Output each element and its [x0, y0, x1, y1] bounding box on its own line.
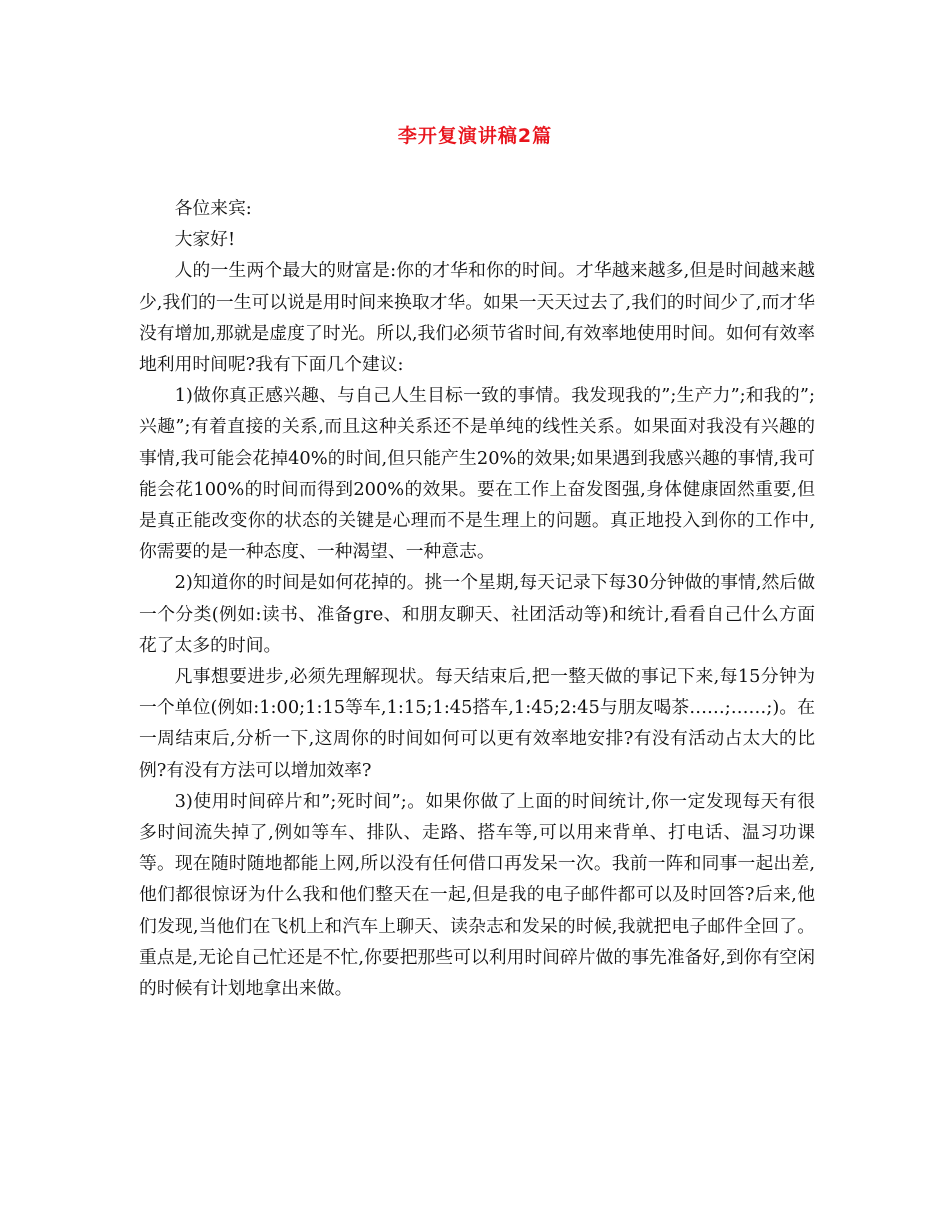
- paragraph-suggestion-1: 1)做你真正感兴趣、与自己人生目标一致的事情。我发现我的”;生产力”;和我的”;兴趣”;有着直接的关系,而且这种关系还不是单纯的线性关系。如果面对我没有兴趣的事情,我可能会花掉40%的时间,但只能产生20%的效果;如果遇到我感兴趣的事情,我可能会花100%的时间而得到200%的效果。要在工作上奋发图强,身体健康固然重要,但是真正能改变你的状态的关键是心理而不是生理上的问题。真正地投入到你的工作中,你需要的是一种态度、一种渴望、一种意志。: [139, 385, 815, 563]
- paragraph-intro: 人的一生两个最大的财富是:你的才华和你的时间。才华越来越多,但是时间越来越少,我们的一生可以说是用时间来换取才华。如果一天天过去了,我们的时间少了,而才华没有增加,那就是虚度了时光。所以,我们必须节省时间,有效率地使用时间。如何有效率地利用时间呢?我有下面几个建议:: [139, 260, 815, 376]
- document-body: [139, 193, 815, 1004]
- paragraph-suggestion-3: 3)使用时间碎片和”;死时间”;。如果你做了上面的时间统计,你一定发现每天有很多时间流失掉了,例如等车、排队、走路、搭车等,可以用来背单、打电话、温习功课等。现在随时随地都能上网,所以没有任何借口再发呆一次。我前一阵和同事一起出差,他们都很惊讶为什么我和他们整天在一起,但是我的电子邮件都可以及时回答?后来,他们发现,当他们在飞机上和汽车上聊天、读杂志和发呆的时候,我就把电子邮件全回了。重点是,无论自己忙还是不忙,你要把那些可以利用时间碎片做的事先准备好,到你有空闲的时候有计划地拿出来做。: [139, 790, 815, 1000]
- greeting: 大家好!: [174, 229, 236, 251]
- paragraph-current-state: 凡事想要进步,必须先理解现状。每天结束后,把一整天做的事记下来,每15分钟为一个单位(例如:1:00;1:15等车,1:15;1:45搭车,1:45;2:45与朋友喝茶……;……;)。在一周结束后,分析一下,这周你的时间如何可以更有效率地安排?有没有活动占太大的比例?有没有方法可以增加效率?: [139, 666, 815, 781]
- paragraph-suggestion-2: 2)知道你的时间是如何花掉的。挑一个星期,每天记录下每30分钟做的事情,然后做一个分类(例如:读书、准备gre、和朋友聊天、社团活动等)和统计,看看自己什么方面花了太多的时间。: [139, 572, 815, 656]
- salutation: 各位来宾:: [174, 198, 252, 219]
- document-title: 李开复演讲稿2篇: [397, 125, 553, 147]
